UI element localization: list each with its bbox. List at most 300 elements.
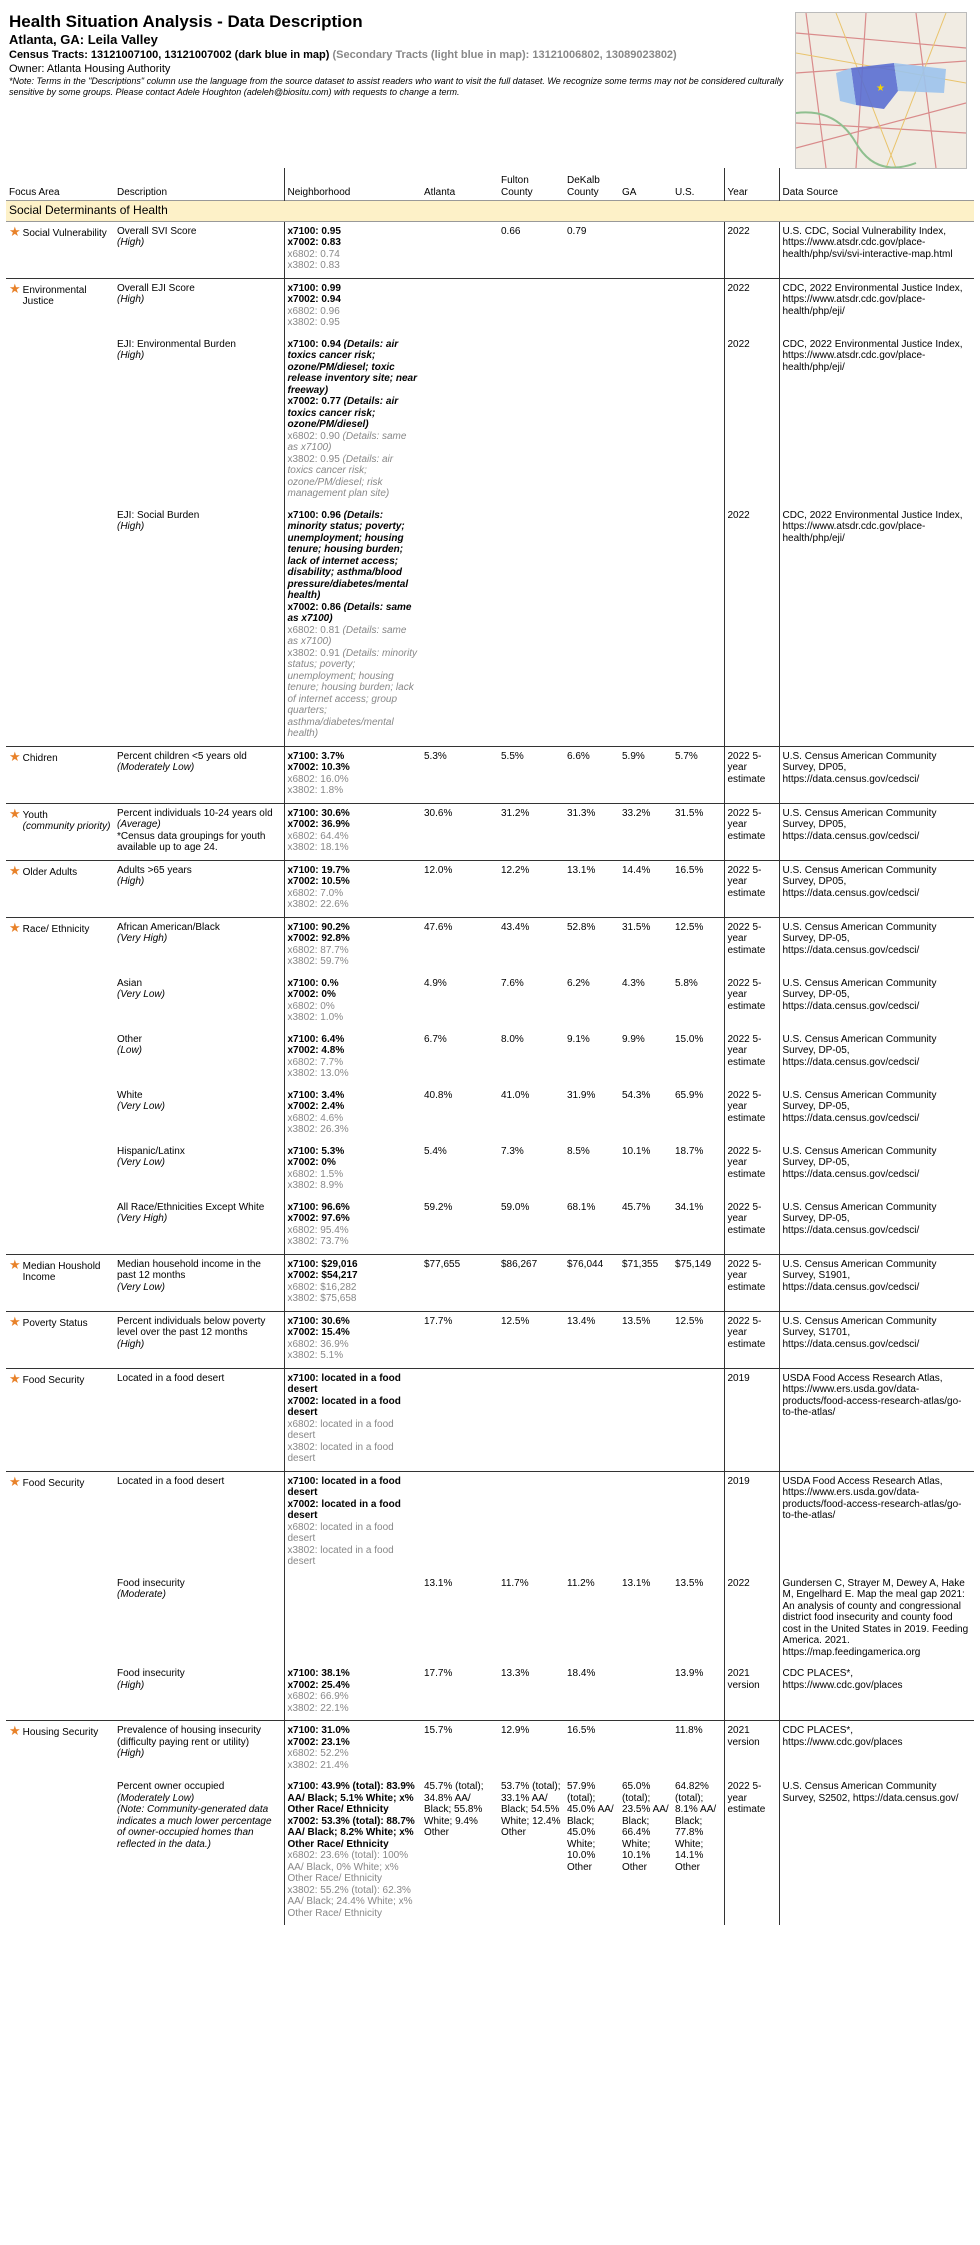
focus-area-label xyxy=(23,865,77,879)
focus-area-name: Environmental Justice xyxy=(22,284,87,307)
description-cell xyxy=(114,1721,284,1778)
tract-value: x3802: 55.2% (total): 62.3% AA/ Black; 24.4% White; x% Other Race/ Ethnicity xyxy=(287,1884,413,1919)
us-value: 34.1% xyxy=(675,1201,704,1213)
tract-map-image xyxy=(796,13,966,168)
focus-area-cell xyxy=(6,1574,114,1665)
tract-value: x7002: 0.94 xyxy=(287,294,341,305)
dekalb-value: 11.2% xyxy=(567,1577,595,1589)
year-cell: 2022 xyxy=(724,335,779,506)
tract-details: (Details: same as x7100) xyxy=(287,430,407,453)
tract-value: x7100: 3.7% xyxy=(287,750,345,762)
description-cell xyxy=(114,1471,284,1574)
star-icon: ★ xyxy=(9,1473,21,1489)
focus-area-name: Housing Security xyxy=(22,1727,99,1738)
data-source-cell: U.S. Census American Community Survey, DP05, https://data.census.gov/cedsci/ xyxy=(779,860,974,917)
tract-value: x6802: 64.4% xyxy=(287,830,349,842)
level-rating: (Moderately Low) xyxy=(117,1792,195,1804)
tract-value-secondary xyxy=(288,774,419,786)
fulton-value xyxy=(498,278,564,335)
description-cell xyxy=(114,1030,284,1086)
atlanta-value: $77,655 xyxy=(421,1254,498,1311)
tract-value: x7100: 30.6% xyxy=(287,1315,350,1327)
description-text: Food insecurity xyxy=(117,1577,185,1589)
level-rating: (Very Low) xyxy=(117,989,165,1000)
tract-value: x3802: 73.7% xyxy=(287,1236,349,1247)
focus-area-name: Chidren xyxy=(22,752,58,764)
tract-value: x6802: 7.0% xyxy=(287,887,344,899)
focus-area-label xyxy=(23,1476,85,1490)
atlanta-value: 59.2% xyxy=(424,1201,453,1213)
tract-value-primary xyxy=(288,294,419,306)
table-row xyxy=(6,803,974,860)
description-cell xyxy=(114,221,284,278)
tract-value-secondary xyxy=(288,249,419,261)
tract-value-secondary xyxy=(288,842,419,854)
level-rating: (Very High) xyxy=(117,1213,168,1224)
description-text: Located in a food desert xyxy=(117,1372,225,1384)
dekalb-value: 13.1% xyxy=(564,860,619,917)
us-value xyxy=(672,506,724,747)
tract-value: x7002: $54,217 xyxy=(287,1270,358,1281)
tract-value-primary xyxy=(288,922,419,934)
dekalb-value: 57.9% (total); 45.0% AA/ Black; 45.0% White; 10.0% Other xyxy=(567,1781,614,1873)
tract-value-secondary xyxy=(288,956,419,968)
description-text: White xyxy=(117,1089,143,1101)
level-rating: (High) xyxy=(117,350,145,361)
focus-area-label xyxy=(23,808,111,833)
fulton-value: 7.3% xyxy=(501,1145,524,1157)
tract-value-primary xyxy=(288,1101,419,1113)
tract-map xyxy=(795,12,967,169)
description-text: Overall SVI Score xyxy=(117,225,197,237)
tract-value: x7100: 96.6% xyxy=(287,1201,350,1213)
data-source-cell: USDA Food Access Research Atlas, https://www.ers.usda.gov/data-products/food-access-research-atlas/go-to-the-atlas/ xyxy=(779,1471,974,1574)
col-header-focus-area: Focus Area xyxy=(9,186,60,198)
table-row xyxy=(6,1574,974,1665)
neighborhood-cell xyxy=(284,917,421,974)
atlanta-value xyxy=(421,1368,498,1471)
dekalb-value: 68.1% xyxy=(567,1201,596,1213)
tract-value: x6802: 87.7% xyxy=(287,944,349,956)
focus-area-name: Youth xyxy=(22,809,48,821)
dekalb-value xyxy=(564,278,619,335)
focus-area-label xyxy=(23,922,90,936)
tract-value-primary xyxy=(288,762,419,774)
tract-value-primary xyxy=(288,1737,419,1749)
tract-value: x3802: located in a food desert xyxy=(287,1544,394,1567)
tract-value: x7002: 23.1% xyxy=(287,1736,350,1748)
level-rating: (High) xyxy=(117,294,145,305)
level-rating: (Very Low) xyxy=(117,1101,165,1112)
focus-area-note: (community priority) xyxy=(22,821,111,832)
table-row xyxy=(6,1777,974,1925)
tract-value-primary xyxy=(288,339,419,397)
level-rating: (High) xyxy=(117,1748,145,1759)
table-row xyxy=(6,1142,974,1198)
focus-area-cell xyxy=(6,1664,114,1721)
tract-value-secondary xyxy=(288,1703,419,1715)
description-text: Food insecurity xyxy=(117,1668,185,1679)
tract-details: (Details: air toxics cancer risk; ozone/PM/diesel; risk management plan site) xyxy=(287,453,394,499)
year-cell: 2019 xyxy=(724,1471,779,1574)
col-header-fulton: Fulton County xyxy=(501,175,533,198)
us-value xyxy=(672,335,724,506)
neighborhood-cell xyxy=(284,803,421,860)
tract-value: x7100: 19.7% xyxy=(287,864,350,876)
tract-value: x7100: 31.0% xyxy=(287,1725,350,1736)
fulton-value: 31.2% xyxy=(498,803,564,860)
ga-value xyxy=(619,1721,672,1778)
us-value: 64.82% (total); 8.1% AA/ Black; 77.8% White; 14.1% Other xyxy=(675,1781,717,1873)
star-icon: ★ xyxy=(9,862,21,878)
atlanta-value: 12.0% xyxy=(421,860,498,917)
dekalb-value: 6.6% xyxy=(564,746,619,803)
description-cell xyxy=(114,1142,284,1198)
atlanta-value: 5.4% xyxy=(424,1145,447,1157)
us-value: 5.8% xyxy=(675,977,698,989)
tract-value-secondary xyxy=(288,1522,419,1545)
tract-details: (Details: minority status; poverty; unemployment; housing tenure; housing burden; lack of internet access; disability; asthma/blood pressure/diabetes/mental health) xyxy=(287,509,409,601)
focus-area xyxy=(9,1313,111,1330)
fulton-value: 13.3% xyxy=(501,1668,530,1679)
tract-details: (Details: minority status; poverty; unemployment; housing tenure; housing burden; lack of internet access; group quarters; asthma/diabetes/mental health) xyxy=(287,647,418,739)
tract-value: x7002: 25.4% xyxy=(287,1679,350,1691)
level-rating: (High) xyxy=(117,237,145,248)
tract-value-secondary xyxy=(288,625,419,648)
tract-value-secondary xyxy=(288,1339,419,1351)
description-text: Percent children <5 years old xyxy=(117,750,247,762)
ga-value: $71,355 xyxy=(619,1254,672,1311)
tract-details: (Details: air toxics cancer risk; ozone/PM/diesel; toxic release inventory site; near freeway) xyxy=(287,338,418,396)
neighborhood-cell xyxy=(284,278,421,335)
table-row xyxy=(6,1311,974,1368)
dekalb-value: 13.4% xyxy=(564,1311,619,1368)
focus-area-name: Social Vulnerability xyxy=(22,227,107,239)
tract-value-primary xyxy=(288,1270,419,1282)
table-row xyxy=(6,860,974,917)
tract-value-primary xyxy=(288,978,419,990)
ga-value: 65.0% (total); 23.5% AA/ Black; 66.4% White; 10.1% Other xyxy=(622,1781,669,1873)
data-source-cell: U.S. Census American Community Survey, DP-05, https://data.census.gov/cedsci/ xyxy=(779,1030,974,1086)
tract-value: x6802: 4.6% xyxy=(287,1112,344,1124)
tract-value-secondary xyxy=(288,1419,419,1442)
star-icon: ★ xyxy=(9,280,21,296)
star-icon: ★ xyxy=(9,1256,21,1272)
ga-value: 5.9% xyxy=(619,746,672,803)
table-row xyxy=(6,1198,974,1255)
tract-value: x7002: 10.3% xyxy=(287,762,350,773)
tract-value-primary xyxy=(288,1090,419,1102)
tract-value-primary xyxy=(288,989,419,1001)
tract-value: x6802: 95.4% xyxy=(287,1224,349,1236)
star-icon: ★ xyxy=(9,919,21,935)
ga-value xyxy=(619,278,672,335)
data-source-cell: CDC PLACES*, https://www.cdc.gov/places xyxy=(779,1664,974,1721)
neighborhood-cell xyxy=(284,1086,421,1142)
star-icon: ★ xyxy=(9,1370,21,1386)
focus-area-label xyxy=(23,283,111,308)
tract-value: x7002: 2.4% xyxy=(287,1101,345,1112)
tract-value-secondary xyxy=(288,1748,419,1760)
tract-value-primary xyxy=(288,237,419,249)
description-text: Overall EJI Score xyxy=(117,282,195,294)
tract-value-secondary xyxy=(288,1001,419,1013)
us-value: 5.7% xyxy=(672,746,724,803)
description-cell xyxy=(114,974,284,1030)
focus-area-cell xyxy=(6,860,114,917)
focus-area xyxy=(9,748,111,765)
level-rating: (High) xyxy=(117,876,145,887)
description-text: Hispanic/Latinx xyxy=(117,1145,185,1157)
col-header-dekalb: DeKalb County xyxy=(567,175,600,198)
tract-value: x7100: 38.1% xyxy=(287,1668,350,1679)
data-source-cell: U.S. Census American Community Survey, DP-05, https://data.census.gov/cedsci/ xyxy=(779,974,974,1030)
focus-area-cell xyxy=(6,335,114,506)
description-cell xyxy=(114,1311,284,1368)
data-source-cell: U.S. Census American Community Survey, DP-05, https://data.census.gov/cedsci/ xyxy=(779,1198,974,1255)
secondary-tracts: (Secondary Tracts (light blue in map): 13121006802, 13089023802) xyxy=(332,49,677,61)
tract-value-primary xyxy=(288,1668,419,1680)
description-cell xyxy=(114,1664,284,1721)
atlanta-value xyxy=(421,278,498,335)
atlanta-value: 6.7% xyxy=(424,1033,447,1045)
neighborhood-cell xyxy=(284,1574,421,1665)
tract-value-secondary xyxy=(288,888,419,900)
tract-value-primary xyxy=(288,226,419,238)
tract-value-secondary xyxy=(288,1885,419,1920)
neighborhood-cell xyxy=(284,1142,421,1198)
atlanta-value: 30.6% xyxy=(421,803,498,860)
tract-value-secondary xyxy=(288,1180,419,1192)
year-cell: 2022 5-year estimate xyxy=(724,1030,779,1086)
tract-value: x7100: located in a food desert xyxy=(287,1475,401,1498)
table-row xyxy=(6,278,974,335)
us-value xyxy=(672,221,724,278)
tract-value: x3802: 1.8% xyxy=(287,785,344,796)
table-row xyxy=(6,1721,974,1778)
fulton-value: 53.7% (total); 33.1% AA/ Black; 54.5% White; 12.4% Other xyxy=(501,1781,561,1838)
focus-area-cell xyxy=(6,278,114,335)
ga-value: 54.3% xyxy=(622,1089,651,1101)
focus-area-name: Poverty Status xyxy=(22,1317,88,1329)
level-rating: (Very High) xyxy=(117,933,168,944)
tract-value: x6802: 0.81 xyxy=(287,624,340,636)
atlanta-value: 5.3% xyxy=(421,746,498,803)
data-source-cell: CDC, 2022 Environmental Justice Index, https://www.atsdr.cdc.gov/place-health/php/eji/ xyxy=(779,335,974,506)
document-header xyxy=(9,12,789,98)
table-row xyxy=(6,1254,974,1311)
neighborhood-cell xyxy=(284,506,421,747)
atlanta-value: 13.1% xyxy=(424,1577,453,1589)
description-cell xyxy=(114,335,284,506)
description-text: All Race/Ethnicities Except White xyxy=(117,1201,265,1213)
tract-value: x7002: 0.77 xyxy=(287,396,341,407)
neighborhood-cell xyxy=(284,1311,421,1368)
ga-value xyxy=(619,1664,672,1721)
tract-value: x7100: 0.96 xyxy=(287,509,341,521)
terminology-note: *Note: Terms in the "Descriptions" column use the language from the source dataset to assist readers who want to visit the full dataset. We recognize some terms may not be considered culturally sensitive by some groups. Please contact Adele Houghton (adeleh@biositu.com) with requests to change a term. xyxy=(9,76,784,97)
focus-area-cell xyxy=(6,1030,114,1086)
year-cell: 2022 xyxy=(724,1574,779,1665)
ga-value: 10.1% xyxy=(622,1145,651,1157)
year-cell: 2021 version xyxy=(724,1664,779,1721)
focus-area-cell xyxy=(6,974,114,1030)
focus-area-cell xyxy=(6,1311,114,1368)
dekalb-value: 31.3% xyxy=(564,803,619,860)
neighborhood-cell xyxy=(284,1030,421,1086)
focus-area-cell xyxy=(6,1254,114,1311)
data-table xyxy=(6,168,974,1925)
description-text: Percent individuals 10-24 years old xyxy=(117,807,273,819)
focus-area-label xyxy=(23,1725,99,1739)
data-source-cell: U.S. Census American Community Survey, S2502, https://data.census.gov/ xyxy=(779,1777,974,1925)
table-row xyxy=(6,917,974,974)
us-value: 12.5% xyxy=(672,1311,724,1368)
focus-area-cell xyxy=(6,1471,114,1574)
data-source-cell: U.S. CDC, Social Vulnerability Index, https://www.atsdr.cdc.gov/place-health/php/svi/svi-interactive-map.html xyxy=(779,221,974,278)
data-source-cell: U.S. Census American Community Survey, DP05, https://data.census.gov/cedsci/ xyxy=(779,746,974,803)
table-row xyxy=(6,746,974,803)
tract-value: x7100: located in a food desert xyxy=(287,1372,401,1395)
tract-value-primary xyxy=(288,1816,419,1851)
focus-area xyxy=(9,1370,111,1387)
dekalb-value: 9.1% xyxy=(567,1033,590,1045)
focus-area-name: Food Security xyxy=(22,1374,85,1386)
tract-value: x7100: 0.% xyxy=(287,977,339,989)
star-icon: ★ xyxy=(9,805,21,821)
fulton-value: 12.9% xyxy=(498,1721,564,1778)
owner-line: Owner: Atlanta Housing Authority xyxy=(9,63,171,75)
tract-value: x6802: 23.6% (total): 100% AA/ Black, 0% White; x% Other Race/ Ethnicity xyxy=(287,1850,409,1884)
tract-value: x3802: 13.0% xyxy=(287,1068,349,1079)
col-header-neighborhood: Neighborhood xyxy=(284,168,421,201)
neighborhood-cell xyxy=(284,1254,421,1311)
year-cell: 2019 xyxy=(724,1368,779,1471)
ga-value xyxy=(619,1471,672,1574)
year-cell: 2022 5-year estimate xyxy=(724,1254,779,1311)
tract-value: x3802: 5.1% xyxy=(287,1350,344,1361)
tract-value-primary xyxy=(288,1396,419,1419)
focus-area xyxy=(9,1256,111,1284)
tract-value-secondary xyxy=(288,1236,419,1248)
focus-area xyxy=(9,1725,111,1739)
data-source-cell: U.S. Census American Community Survey, DP-05, https://data.census.gov/cedsci/ xyxy=(779,1086,974,1142)
tract-value-primary xyxy=(288,751,419,763)
data-source-cell: CDC, 2022 Environmental Justice Index, https://www.atsdr.cdc.gov/place-health/php/eji/ xyxy=(779,506,974,747)
tract-value: x7002: located in a food desert xyxy=(287,1395,401,1418)
us-value: 16.5% xyxy=(672,860,724,917)
atlanta-value: 40.8% xyxy=(424,1089,453,1101)
us-value: 31.5% xyxy=(672,803,724,860)
tract-value-primary xyxy=(288,1316,419,1328)
focus-area-cell xyxy=(6,1368,114,1471)
tract-value-secondary xyxy=(288,945,419,957)
dekalb-value: 6.2% xyxy=(567,977,590,989)
ga-value xyxy=(619,1368,672,1471)
tract-value-primary xyxy=(288,510,419,602)
description-text: Percent individuals below poverty level over the past 12 months xyxy=(117,1315,266,1338)
tract-value-primary xyxy=(288,876,419,888)
star-icon: ★ xyxy=(9,748,21,764)
focus-area-name: Older Adults xyxy=(22,866,78,878)
tract-value: x7002: 0.86 xyxy=(287,601,341,613)
tract-value: x7100: 90.2% xyxy=(287,921,350,933)
description-text: EJI: Social Burden xyxy=(117,509,200,521)
tract-value: x6802: 7.7% xyxy=(287,1056,344,1068)
section-row xyxy=(6,201,974,222)
data-source-cell: Gundersen C, Strayer M, Dewey A, Hake M, Engelhard E. Map the meal gap 2021: An analysis of county and congressional district food insecurity and county food cost in the United States in 2019. Feeding America. 2021. https://map.feedingamerica.org xyxy=(779,1574,974,1665)
tract-value: x7100: 0.99 xyxy=(287,282,341,294)
us-value: 65.9% xyxy=(675,1089,704,1101)
tract-value-secondary xyxy=(288,648,419,740)
focus-area xyxy=(9,1473,111,1490)
tract-value-primary xyxy=(288,1202,419,1214)
tract-value: x3802: 22.6% xyxy=(287,899,349,910)
atlanta-value xyxy=(421,221,498,278)
tract-value: x7100: 0.94 xyxy=(287,338,341,350)
table-row xyxy=(6,1030,974,1086)
atlanta-value: 17.7% xyxy=(421,1311,498,1368)
tract-value: x3802: 0.83 xyxy=(287,260,340,271)
focus-area-label xyxy=(23,1316,88,1330)
atlanta-value: 17.7% xyxy=(424,1668,453,1679)
focus-area-name: Race/ Ethnicity xyxy=(22,923,90,935)
tract-value: x7002: located in a food desert xyxy=(287,1498,401,1521)
focus-area-name: Food Security xyxy=(22,1477,85,1489)
atlanta-value: 47.6% xyxy=(421,917,498,974)
tract-value-primary xyxy=(288,396,419,431)
tract-value: x3802: 59.7% xyxy=(287,956,349,967)
tract-value: x6802: $16,282 xyxy=(287,1281,357,1293)
data-source-cell: CDC PLACES*, https://www.cdc.gov/places xyxy=(779,1721,974,1778)
fulton-value xyxy=(498,1368,564,1471)
tract-value-primary xyxy=(288,1045,419,1057)
table-row xyxy=(6,1471,974,1574)
tract-value: x7100: 3.4% xyxy=(287,1089,345,1101)
tract-value-primary xyxy=(288,865,419,877)
tract-value-primary xyxy=(288,1157,419,1169)
level-rating: (Very Low) xyxy=(117,1157,165,1168)
tract-value-primary xyxy=(288,1476,419,1499)
dekalb-value: 8.5% xyxy=(567,1145,590,1157)
tract-value-primary xyxy=(288,1373,419,1396)
col-header-atlanta: Atlanta xyxy=(424,186,456,198)
tract-value: x3802: 1.0% xyxy=(287,1012,344,1023)
fulton-value xyxy=(498,506,564,747)
tract-value: x6802: located in a food desert xyxy=(287,1418,394,1441)
focus-area-cell xyxy=(6,1777,114,1925)
description-text: African American/Black xyxy=(117,921,220,933)
description-text: Asian xyxy=(117,977,143,989)
focus-area xyxy=(9,223,111,240)
level-rating: (Average) xyxy=(117,819,161,830)
description-text: Adults >65 years xyxy=(117,864,192,876)
ga-value: 31.5% xyxy=(619,917,672,974)
tract-value-secondary xyxy=(288,1057,419,1069)
tract-value-secondary xyxy=(288,454,419,500)
neighborhood-cell xyxy=(284,1471,421,1574)
ga-value: 9.9% xyxy=(622,1033,645,1045)
year-cell: 2022 xyxy=(724,278,779,335)
focus-area-cell xyxy=(6,1142,114,1198)
table-row xyxy=(6,1086,974,1142)
ga-value: 45.7% xyxy=(622,1201,651,1213)
tract-value-secondary xyxy=(288,1350,419,1362)
level-rating: (High) xyxy=(117,1338,145,1350)
description-cell xyxy=(114,1368,284,1471)
tract-value: x6802: 52.2% xyxy=(287,1748,349,1759)
description-note: (Note: Community-generated data indicates a much lower percentage of owner-occupied homes than reflected in the data.) xyxy=(117,1804,272,1850)
